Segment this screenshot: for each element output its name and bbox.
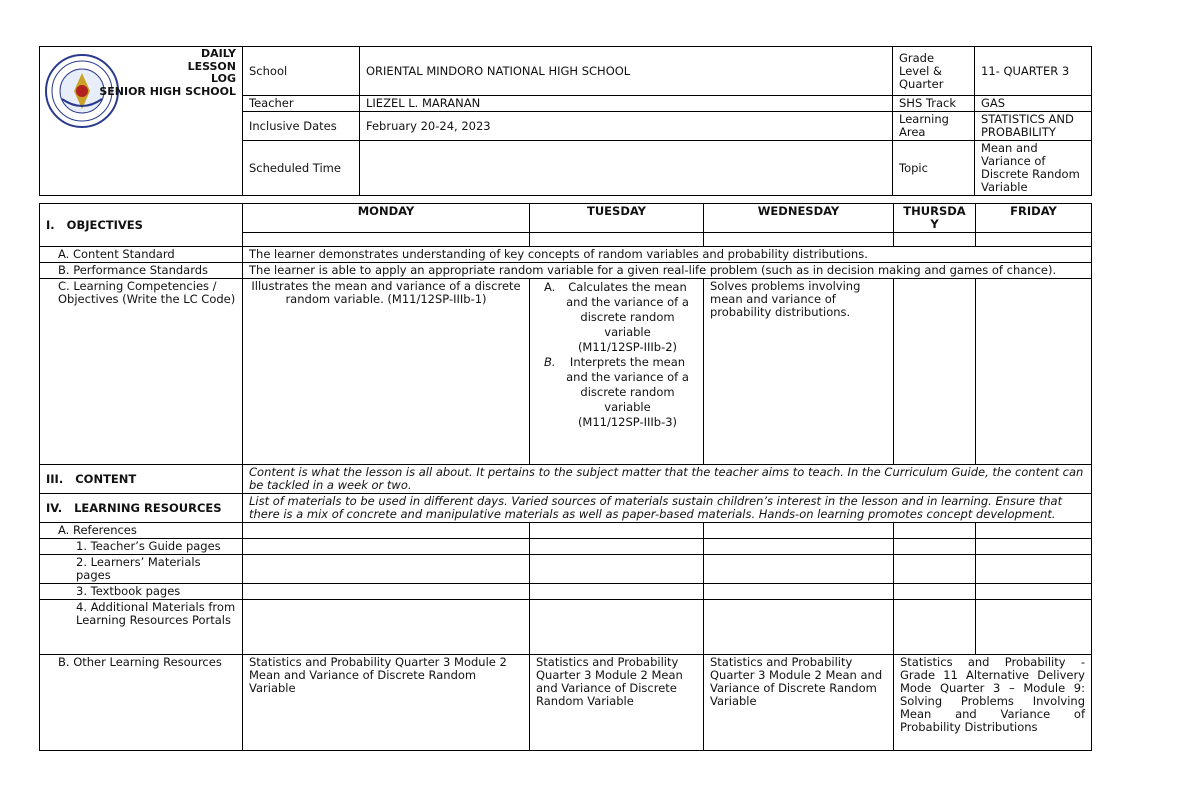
lc-code: (M11/12SP-IIIb-3) <box>577 415 678 429</box>
other-resources-thursday: Statistics and Probability - Grade 11 Alternative Delivery Mode Quarter 3 – Module 9: Solving Problems Involving Mean and Variance of Probability Distributions <box>894 655 1092 751</box>
track-value: GAS <box>975 96 1092 112</box>
title-line: DAILY <box>201 47 236 60</box>
teacher-label: Teacher <box>243 96 360 112</box>
school-value: ORIENTAL MINDORO NATIONAL HIGH SCHOOL <box>360 47 893 96</box>
blank-cell <box>704 523 894 539</box>
blank-cell <box>704 539 894 555</box>
blank-cell <box>704 555 894 584</box>
blank-cell <box>243 539 530 555</box>
day-friday: FRIDAY <box>976 204 1092 233</box>
competencies-label: C. Learning Competencies / Objectives (Write the LC Code) <box>40 279 243 465</box>
blank-cell <box>976 233 1092 247</box>
other-resources-monday: Statistics and Probability Quarter 3 Module 2 Mean and Variance of Discrete Random Variable <box>243 655 530 751</box>
performance-standard-label: B. Performance Standards <box>40 263 243 279</box>
blank-cell <box>894 555 976 584</box>
monday-competency: Illustrates the mean and variance of a discrete random variable. (M11/12SP-IIIb-1) <box>243 279 530 465</box>
day-thursday: THURSDA Y <box>894 204 976 233</box>
blank-cell <box>976 600 1092 655</box>
blank-cell <box>894 233 976 247</box>
blank-cell <box>976 279 1092 465</box>
objectives-heading <box>40 204 243 247</box>
dates-value: February 20-24, 2023 <box>360 112 893 141</box>
day-monday: MONDAY <box>243 204 530 233</box>
blank-cell <box>976 584 1092 600</box>
blank-cell <box>976 523 1092 539</box>
title-line: LESSON <box>187 59 236 73</box>
blank-cell <box>243 233 530 247</box>
list-marker: A. <box>544 280 556 294</box>
header-table <box>39 46 1092 196</box>
blank-cell <box>530 523 704 539</box>
dll-title <box>99 48 236 98</box>
school-level: SENIOR HIGH SCHOOL <box>99 84 236 98</box>
content-standard-text: The learner demonstrates understanding of key concepts of random variables and probability distributions. <box>243 247 1092 263</box>
blank-cell <box>243 584 530 600</box>
school-label: School <box>243 47 360 96</box>
objective-text: Interprets the mean and the variance of a discrete random variable <box>566 355 689 414</box>
section-title: OBJECTIVES <box>66 217 143 232</box>
teacher-value: LIEZEL L. MARANAN <box>360 96 893 112</box>
blank-cell <box>976 539 1092 555</box>
day-wednesday: WEDNESDAY <box>704 204 894 233</box>
blank-cell <box>894 523 976 539</box>
textbook-label: 3. Textbook pages <box>40 584 243 600</box>
teachers-guide-label: 1. Teacher’s Guide pages <box>40 539 243 555</box>
wednesday-competency: Solves problems involving mean and variance of probability distributions. <box>704 279 894 465</box>
area-value: STATISTICS AND PROBABILITY <box>975 112 1092 141</box>
section-number: I. <box>46 217 55 232</box>
logo-cell <box>40 47 243 196</box>
blank-cell <box>704 233 894 247</box>
content-heading <box>40 465 243 494</box>
topic-value: Mean and Variance of Discrete Random Variable <box>975 141 1092 196</box>
blank-cell <box>704 600 894 655</box>
day-tuesday: TUESDAY <box>530 204 704 233</box>
other-resources-tuesday: Statistics and Probability Quarter 3 Module 2 Mean and Variance of Discrete Random Variable <box>530 655 704 751</box>
section-title: CONTENT <box>75 471 137 486</box>
content-description: Content is what the lesson is all about. It pertains to the subject matter that the teacher aims to teach. In the Curriculum Guide, the content can be tackled in a week or two. <box>243 465 1092 494</box>
blank-cell <box>530 555 704 584</box>
blank-cell <box>530 539 704 555</box>
references-label: A. References <box>40 523 243 539</box>
list-marker: B. <box>544 355 556 369</box>
blank-cell <box>530 233 704 247</box>
section-title: LEARNING RESOURCES <box>74 500 222 515</box>
list-item <box>536 280 697 355</box>
grade-label: Grade Level & Quarter <box>893 47 975 96</box>
dates-label: Inclusive Dates <box>243 112 360 141</box>
blank-cell <box>530 584 704 600</box>
content-standard-label: A. Content Standard <box>40 247 243 263</box>
resources-description: List of materials to be used in different days. Varied sources of materials sustain children’s interest in the lesson and in learning. Ensure that there is a mix of concrete and manipulative materials as well as paper-based materials. Hands-on learning promotes concept development. <box>243 494 1092 523</box>
performance-standard-text: The learner is able to apply an appropriate random variable for a given real-life problem (such as in decision making and games of chance). <box>243 263 1092 279</box>
blank-cell <box>243 600 530 655</box>
blank-cell <box>704 584 894 600</box>
blank-cell <box>894 600 976 655</box>
blank-cell <box>976 555 1092 584</box>
list-item <box>536 355 697 430</box>
blank-cell <box>243 523 530 539</box>
time-value <box>360 141 893 196</box>
blank-cell <box>894 279 976 465</box>
tuesday-competency <box>530 279 704 465</box>
blank-cell <box>894 539 976 555</box>
lesson-log-table <box>39 203 1092 751</box>
track-label: SHS Track <box>893 96 975 112</box>
other-resources-wednesday: Statistics and Probability Quarter 3 Module 2 Mean and Variance of Discrete Random Variable <box>704 655 894 751</box>
blank-cell <box>894 584 976 600</box>
objective-text: Calculates the mean and the variance of a discrete random variable <box>566 280 689 339</box>
tuesday-objectives-list <box>536 280 697 430</box>
topic-label: Topic <box>893 141 975 196</box>
blank-cell <box>243 555 530 584</box>
learners-materials-label: 2. Learners’ Materials pages <box>40 555 243 584</box>
other-resources-label: B. Other Learning Resources <box>40 655 243 751</box>
area-label: Learning Area <box>893 112 975 141</box>
lc-code: (M11/12SP-IIIb-2) <box>577 340 678 354</box>
section-number: IV. <box>46 500 63 515</box>
blank-cell <box>530 600 704 655</box>
time-label: Scheduled Time <box>243 141 360 196</box>
grade-value: 11- QUARTER 3 <box>975 47 1092 96</box>
section-number: III. <box>46 471 64 486</box>
additional-materials-label: 4. Additional Materials from Learning Resources Portals <box>40 600 243 655</box>
resources-heading <box>40 494 243 523</box>
title-line: LOG <box>211 72 236 85</box>
